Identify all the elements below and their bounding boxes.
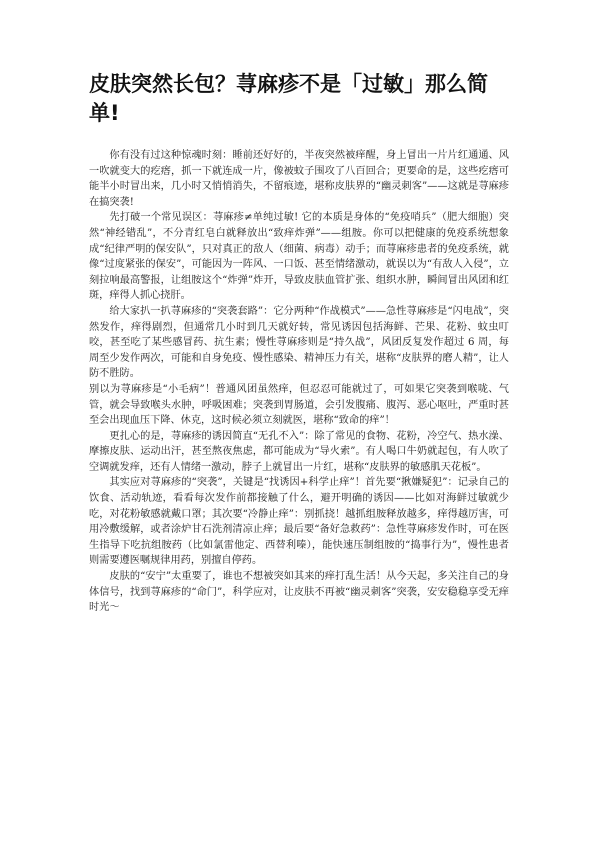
paragraph-attack-patterns: 给大家扒一扒荨麻疹的“突袭套路”：它分两种“作战模式”——急性荨麻疹是“闪电战”，突然发作，痒得剧烈，但通常几小时到几天就好转，常见诱因包括海鲜、芒果、花粉、蚊虫叮咬，甚至吃了某些感冒药、抗生素；慢性荨麻疹则是“持久战”，风团反复发作超过 6 周，每周至少发作两次，可能和自身免疫、慢性感染、精神压力有关，堪称“皮肤界的磨人精”，让人防不胜防。	[89, 305, 509, 380]
paragraph-treatment: 其实应对荨麻疹的“突袭”，关键是“找诱因+科学止痒”！首先要“揪嫌疑犯”：记录自己的饮食、活动轨迹，看看每次发作前都接触了什么，避开明确的诱因——比如对海鲜过敏就少吃，对花粉敏感就戴口罩；其次要“冷静止痒”：别抓挠！越抓组胺释放越多，痒得越厉害，可用冷敷缓解，或者涂炉甘石洗剂清凉止痒；最后要“备好急救药”：急性荨麻疹发作时，可在医生指导下吃抗组胺药（比如氯雷他定、西替利嗪），能快速压制组胺的“捣事行为”，慢性患者则需要遵医嘱规律用药，别擅自停药。	[89, 477, 509, 567]
paragraph-conclusion: 皮肤的“安宁”太重要了，谁也不想被突如其来的痒打乱生活！从今天起，多关注自己的身体信号，找到荨麻疹的“命门”，科学应对，让皮肤不再被“幽灵刺客”突袭，安安稳稳享受无痒时光～	[89, 571, 509, 614]
paragraph-danger: 别以为荨麻疹是“小毛病”！普通风团虽然痒，但忍忍可能就过了，可如果它突袭到喉咙、气管，就会导致喉头水肿，呼吸困难；突袭到胃肠道，会引发腹痛、腹泻、恶心呕吐，严重时甚至会出现血压下降、休克，这时候必须立刻就医，堪称“致命的痒”！	[89, 383, 509, 427]
article-title: 皮肤突然长包？荨麻疹不是「过敏」那么简单!	[89, 72, 488, 125]
paragraph-misconception: 先打破一个常见误区：荨麻疹≠单纯过敏! 它的本质是身体的“免疫哨兵”（肥大细胞）突然“神经错乱”，不分青红皂白就释放出“致痒炸弹”——组胺。你可以把健康的免疫系统想象成“纪律严明的保安队”，只对真正的敌人（细菌、病毒）动手；而荨麻疹患者的免疫系统，就像“过度紧张的保安”，可能因为一阵风、一口饭、甚至情绪激动，就误以为“有敌人入侵”，立刻拉响最高警报，让组胺这个“炸弹”炸开，导致皮肤血管扩张、组织水肿，瞬间冒出风团和红斑，痒得人抓心挠肝。	[89, 212, 509, 302]
paragraph-intro: 你有没有过这种惊魂时刻：睡前还好好的，半夜突然被痒醒，身上冒出一片片红通通、风一吹就变大的疙瘩，抓一下就连成一片，像被蚊子围攻了八百回合；更要命的是，这些疙瘩可能半小时冒出来，几小时又悄悄消失，不留痕迹，堪称皮肤界的“幽灵刺客”——这就是荨麻疹在搞突袭!	[89, 150, 509, 208]
article-body	[89, 148, 509, 616]
paragraph-triggers: 更扎心的是，荨麻疹的诱因简直“无孔不入”：除了常见的食物、花粉，冷空气、热水澡、摩擦皮肤、运动出汗，甚至熬夜焦虑，都可能成为“导火索”。有人喝口牛奶就起包，有人吹了空调就发痒，还有人情绪一激动，脖子上就冒出一片红，堪称“皮肤界的敏感肌天花板”。	[89, 430, 509, 473]
